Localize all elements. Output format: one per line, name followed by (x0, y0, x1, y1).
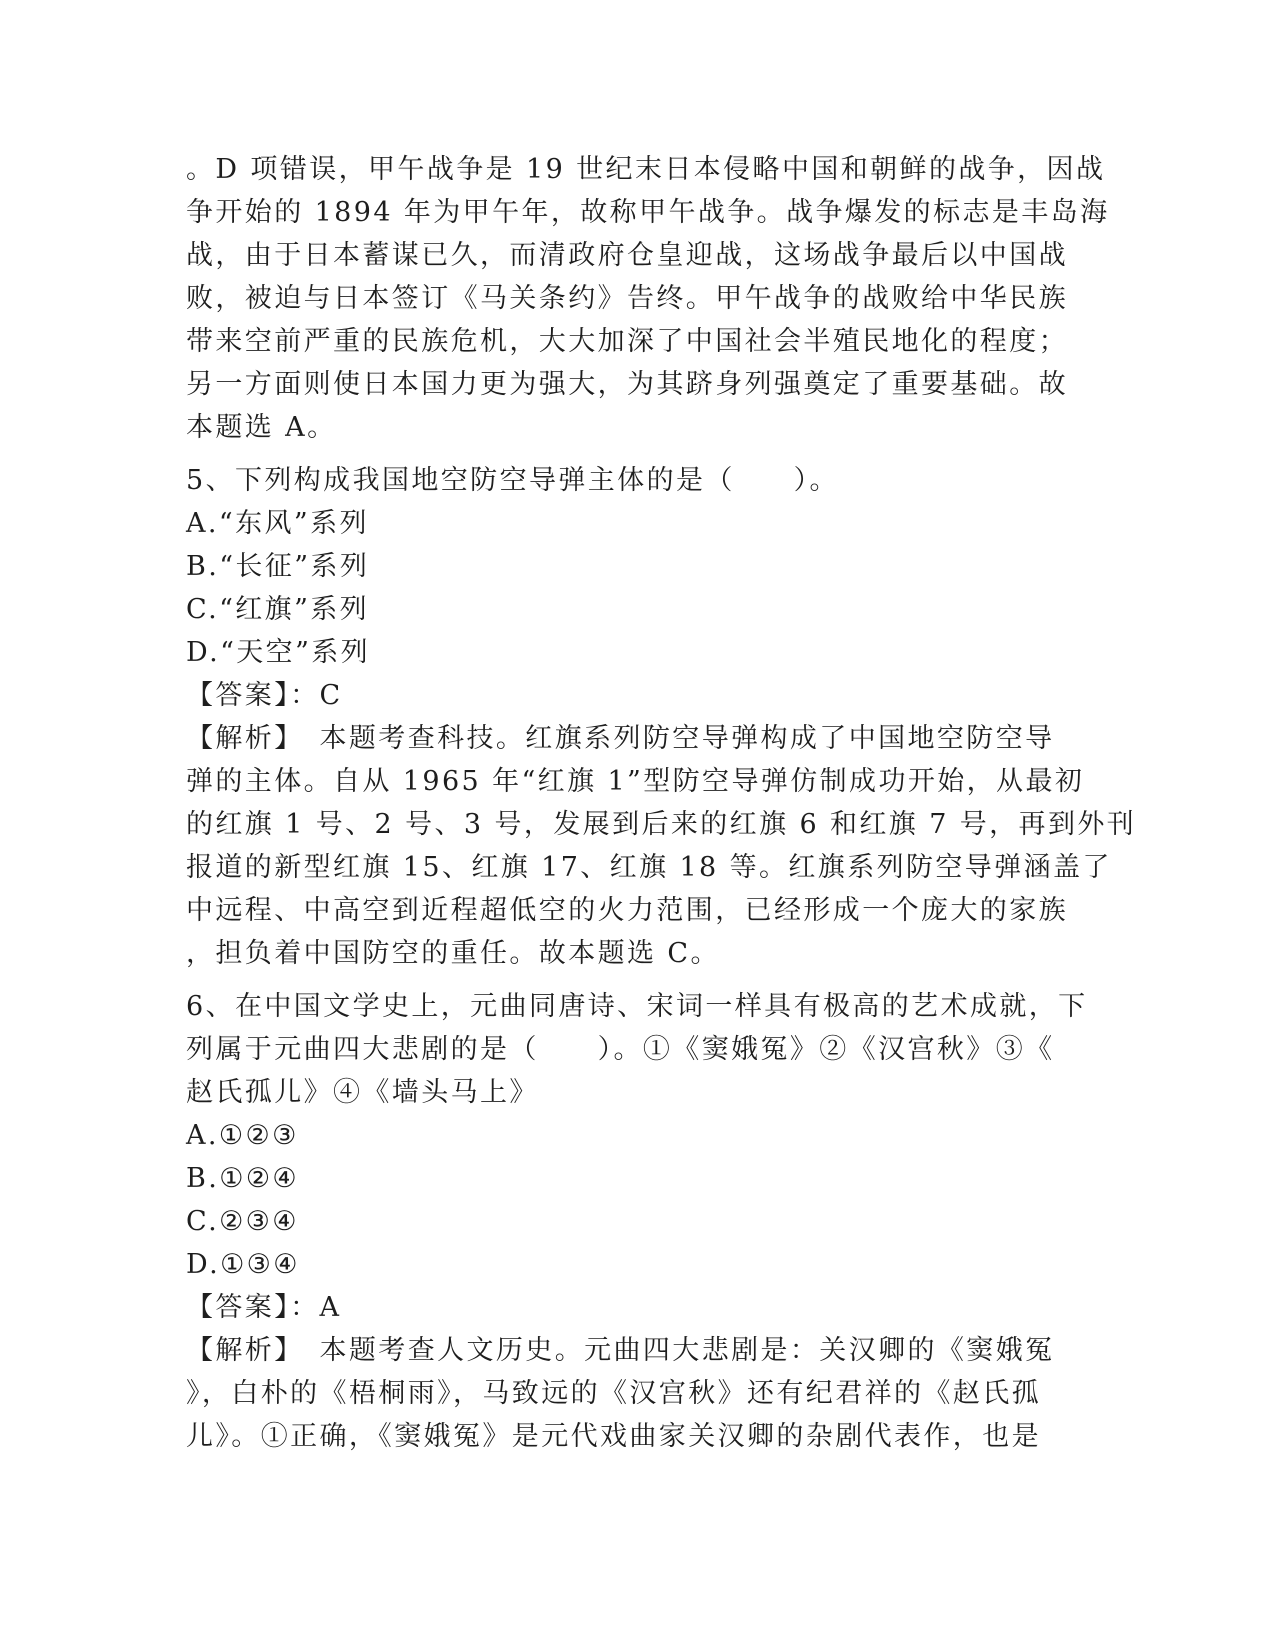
text-line: 。D 项错误，甲午战争是 19 世纪末日本侵略中国和朝鲜的战争，因战 (186, 154, 1106, 185)
text-line: 带来空前严重的民族危机，大大加深了中国社会半殖民地化的程度； (186, 326, 1068, 357)
option-c: C.“红旗”系列 (186, 594, 370, 625)
answer-line: 【答案】：A (186, 1292, 342, 1323)
question-6 (186, 985, 1088, 1458)
text-line: 另一方面则使日本国力更为强大，为其跻身列强奠定了重要基础。故 (186, 369, 1068, 400)
option-d: D.①③④ (186, 1249, 300, 1280)
option-a: A.“东风”系列 (186, 508, 369, 539)
analysis-line: 【解析】 本题考查科技。红旗系列防空导弹构成了中国地空防空导 (186, 723, 1055, 754)
question-5 (186, 459, 1137, 975)
analysis-line: ，担负着中国防空的重任。故本题选 C。 (186, 938, 720, 969)
question-stem: 6、在中国文学史上，元曲同唐诗、宋词一样具有极高的艺术成就，下 (186, 991, 1088, 1022)
question-stem: 列属于元曲四大悲剧的是（ ）。①《窦娥冤》②《汉宫秋》③《 (186, 1034, 1055, 1065)
text-line: 争开始的 1894 年为甲午年，故称甲午战争。战争爆发的标志是丰岛海 (186, 197, 1110, 228)
analysis-line: 报道的新型红旗 15、红旗 17、红旗 18 等。红旗系列防空导弹涵盖了 (186, 852, 1112, 883)
option-a: A.①②③ (186, 1120, 299, 1151)
analysis-line: 中远程、中高空到近程超低空的火力范围，已经形成一个庞大的家族 (186, 895, 1068, 926)
option-c: C.②③④ (186, 1206, 299, 1237)
question-stem: 赵氏孤儿》④《墙头马上》 (186, 1077, 539, 1108)
option-b: B.①②④ (186, 1163, 300, 1194)
analysis-line: 【解析】 本题考查人文历史。元曲四大悲剧是：关汉卿的《窦娥冤 (186, 1335, 1055, 1366)
text-line: 败，被迫与日本签订《马关条约》告终。甲午战争的战败给中华民族 (186, 283, 1068, 314)
analysis-line: 儿》。①正确，《窦娥冤》是元代戏曲家关汉卿的杂剧代表作，也是 (186, 1421, 1041, 1452)
option-b: B.“长征”系列 (186, 551, 370, 582)
analysis-line: 》，白朴的《梧桐雨》，马致远的《汉宫秋》还有纪君祥的《赵氏孤 (186, 1378, 1041, 1409)
analysis-line: 弹的主体。自从 1965 年“红旗 1”型防空导弹仿制成功开始，从最初 (186, 766, 1085, 797)
text-line: 战，由于日本蓄谋已久，而清政府仓皇迎战，这场战争最后以中国战 (186, 240, 1068, 271)
question-stem: 5、下列构成我国地空防空导弹主体的是（ ）。 (186, 465, 839, 496)
text-line: 本题选 A。 (186, 412, 337, 443)
analysis-line: 的红旗 1 号、2 号、3 号，发展到后来的红旗 6 和红旗 7 号，再到外刊 (186, 809, 1137, 840)
document-page (186, 148, 1137, 1458)
answer-line: 【答案】：C (186, 680, 343, 711)
previous-analysis-continuation (186, 148, 1110, 449)
option-d: D.“天空”系列 (186, 637, 371, 668)
